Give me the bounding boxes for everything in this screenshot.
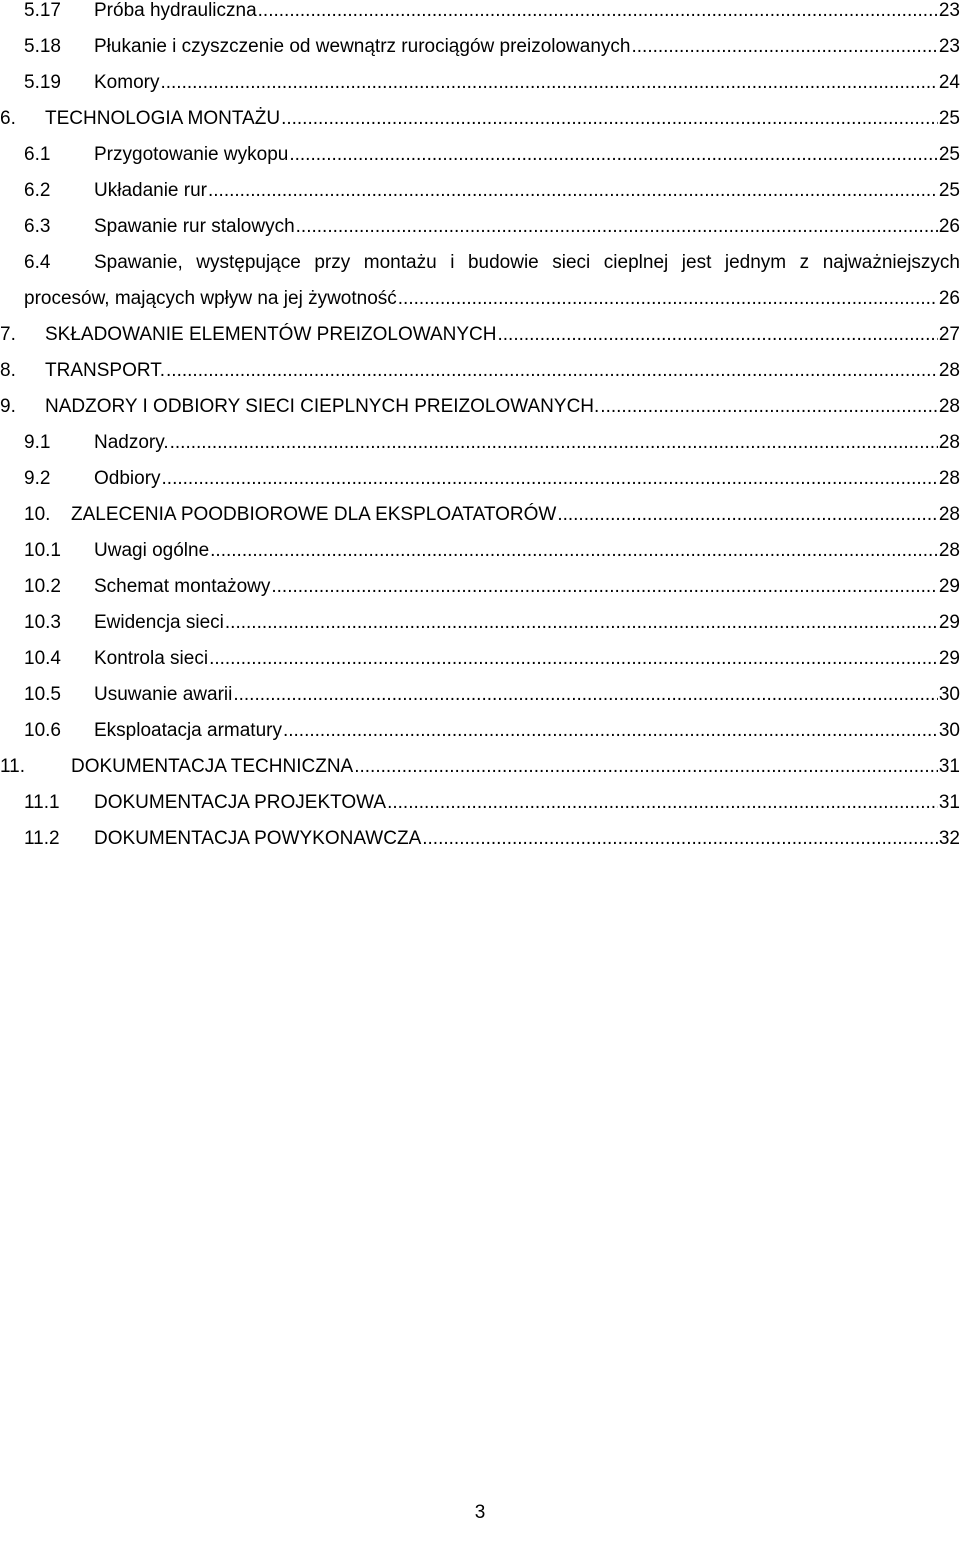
- toc-entry-5-19[interactable]: [24, 72, 960, 108]
- toc-title: Ewidencja sieci: [94, 612, 224, 633]
- toc-entry-5-17[interactable]: [24, 0, 960, 36]
- toc-entry-10-2[interactable]: [24, 576, 960, 612]
- toc-leader-dots: [422, 828, 938, 850]
- toc-entry-8[interactable]: [0, 360, 960, 396]
- toc-title-line-2: procesów, mających wpływ na jej żywotność: [24, 288, 397, 309]
- toc-entry-9[interactable]: [0, 396, 960, 432]
- toc-page-number: 28: [938, 360, 960, 381]
- toc-title: Uwagi ogólne: [94, 540, 210, 561]
- toc-title: Schemat montażowy: [94, 576, 271, 597]
- toc-number: 10.: [24, 504, 51, 525]
- toc-leader-dots: [600, 396, 938, 418]
- toc-leader-dots: [387, 792, 938, 814]
- toc-number: 6.1: [24, 144, 51, 165]
- toc-entry-5-18[interactable]: [24, 36, 960, 72]
- toc-entry-6-3[interactable]: [24, 216, 960, 252]
- toc-number: 10.2: [24, 576, 61, 597]
- toc-number: 6.3: [24, 216, 51, 237]
- toc-title: NADZORY I ODBIORY SIECI CIEPLNYCH PREIZOLOWANYCH.: [45, 396, 600, 417]
- toc-page-number: 31: [938, 756, 960, 777]
- toc-entry-10[interactable]: [24, 504, 960, 540]
- toc-number: 10.3: [24, 612, 61, 633]
- toc-page-number: 29: [938, 612, 960, 633]
- toc-leader-dots: [258, 0, 938, 22]
- toc-page-number: 25: [938, 108, 960, 129]
- toc-number: 11.1: [24, 792, 60, 813]
- toc-number: 9.: [0, 396, 16, 417]
- toc-leader-dots: [225, 612, 938, 634]
- toc-title: Nadzory.: [94, 432, 169, 453]
- toc-entry-6-2[interactable]: [24, 180, 960, 216]
- toc-number: 11.2: [24, 828, 60, 849]
- toc-title-line-1: Spawanie, występujące przy montażu i budowie sieci cieplnej jest jednym z najważniejszych: [94, 252, 960, 273]
- toc-entry-7[interactable]: [0, 324, 960, 360]
- toc-page-number: 23: [938, 36, 960, 57]
- toc-leader-dots: [631, 36, 937, 58]
- toc-leader-dots: [208, 180, 938, 202]
- toc-title: ZALECENIA POODBIOROWE DLA EKSPLOATATORÓW: [71, 504, 557, 525]
- toc-number: 6.: [0, 108, 16, 129]
- toc-number: 9.2: [24, 468, 51, 489]
- toc-leader-dots: [160, 72, 937, 94]
- toc-number: 10.4: [24, 648, 61, 669]
- toc-number: 5.18: [24, 36, 61, 57]
- toc-number: 9.1: [24, 432, 51, 453]
- toc-leader-dots: [210, 540, 938, 562]
- toc-entry-6[interactable]: [0, 108, 960, 144]
- toc-leader-dots: [289, 144, 938, 166]
- toc-entry-11-1[interactable]: [24, 792, 960, 828]
- toc-title: DOKUMENTACJA POWYKONAWCZA: [94, 828, 422, 849]
- toc-entry-9-2[interactable]: [24, 468, 960, 504]
- toc-page-number: 29: [938, 576, 960, 597]
- toc-page-number: 23: [938, 0, 960, 21]
- toc-page-number: 28: [938, 468, 960, 489]
- toc-page-number: 30: [938, 720, 960, 741]
- toc-leader-dots: [271, 576, 938, 598]
- toc-page-number: 28: [938, 504, 960, 525]
- toc-entry-10-1[interactable]: [24, 540, 960, 576]
- toc-page-number: 25: [938, 180, 960, 201]
- toc-leader-dots: [398, 288, 938, 310]
- toc-title: Przygotowanie wykopu: [94, 144, 289, 165]
- toc-number: 6.2: [24, 180, 51, 201]
- toc-number: 10.5: [24, 684, 61, 705]
- toc-number: 5.17: [24, 0, 61, 21]
- toc-entry-11[interactable]: [0, 756, 960, 792]
- toc-page-number: 28: [938, 432, 960, 453]
- toc-entry-10-3[interactable]: [24, 612, 960, 648]
- toc-page-number: 29: [938, 648, 960, 669]
- toc-number: 11.: [0, 756, 26, 777]
- toc-page-number: 24: [938, 72, 960, 93]
- toc-leader-dots: [354, 756, 938, 778]
- toc-number: 10.6: [24, 720, 61, 741]
- toc-leader-dots: [162, 468, 938, 490]
- toc-leader-dots: [296, 216, 938, 238]
- toc-leader-dots: [170, 432, 938, 454]
- toc-title: DOKUMENTACJA PROJEKTOWA: [94, 792, 387, 813]
- toc-number: 5.19: [24, 72, 61, 93]
- toc-number: 7.: [0, 324, 16, 345]
- toc-entry-6-1[interactable]: [24, 144, 960, 180]
- toc-number: 10.1: [24, 540, 61, 561]
- toc-page-number: 27: [938, 324, 960, 345]
- toc-entry-6-4[interactable]: [24, 252, 960, 324]
- toc-title: SKŁADOWANIE ELEMENTÓW PREIZOLOWANYCH: [45, 324, 497, 345]
- toc-page-number: 26: [938, 216, 960, 237]
- toc-entry-10-4[interactable]: [24, 648, 960, 684]
- toc-title: Kontrola sieci: [94, 648, 209, 669]
- toc-title: Układanie rur: [94, 180, 207, 201]
- toc-leader-dots: [497, 324, 937, 346]
- toc-page-number: 32: [938, 828, 960, 849]
- toc-title: Usuwanie awarii: [94, 684, 233, 705]
- toc-page-number: 26: [938, 288, 960, 309]
- toc-page-number: 30: [938, 684, 960, 705]
- toc-number: 8.: [0, 360, 16, 381]
- toc-entry-11-2[interactable]: [24, 828, 960, 864]
- toc-entry-9-1[interactable]: [24, 432, 960, 468]
- toc-number: 6.4: [24, 252, 51, 273]
- toc-title: Płukanie i czyszczenie od wewnątrz rurociągów preizolowanych: [94, 36, 631, 57]
- toc-title: Komory: [94, 72, 160, 93]
- toc-leader-dots: [557, 504, 938, 526]
- toc-title: Eksploatacja armatury: [94, 720, 282, 741]
- toc-leader-dots: [283, 720, 938, 742]
- toc-title: TECHNOLOGIA MONTAŻU: [45, 108, 281, 129]
- page-number: 3: [474, 1502, 486, 1523]
- toc-title: TRANSPORT.: [45, 360, 166, 381]
- toc-page-number: 28: [938, 540, 960, 561]
- toc-entry-10-5[interactable]: [24, 684, 960, 720]
- toc-leader-dots: [233, 684, 938, 706]
- toc-page-number: 31: [938, 792, 960, 813]
- toc-title: DOKUMENTACJA TECHNICZNA: [71, 756, 354, 777]
- toc-title: Próba hydrauliczna: [94, 0, 257, 21]
- toc-entry-10-6[interactable]: [24, 720, 960, 756]
- toc-page-number: 28: [938, 396, 960, 417]
- toc-leader-dots: [209, 648, 938, 670]
- toc-leader-dots: [166, 360, 938, 382]
- toc-leader-dots: [281, 108, 938, 130]
- toc-title: Spawanie rur stalowych: [94, 216, 295, 237]
- toc-title: Odbiory: [94, 468, 161, 489]
- toc-page-number: 25: [938, 144, 960, 165]
